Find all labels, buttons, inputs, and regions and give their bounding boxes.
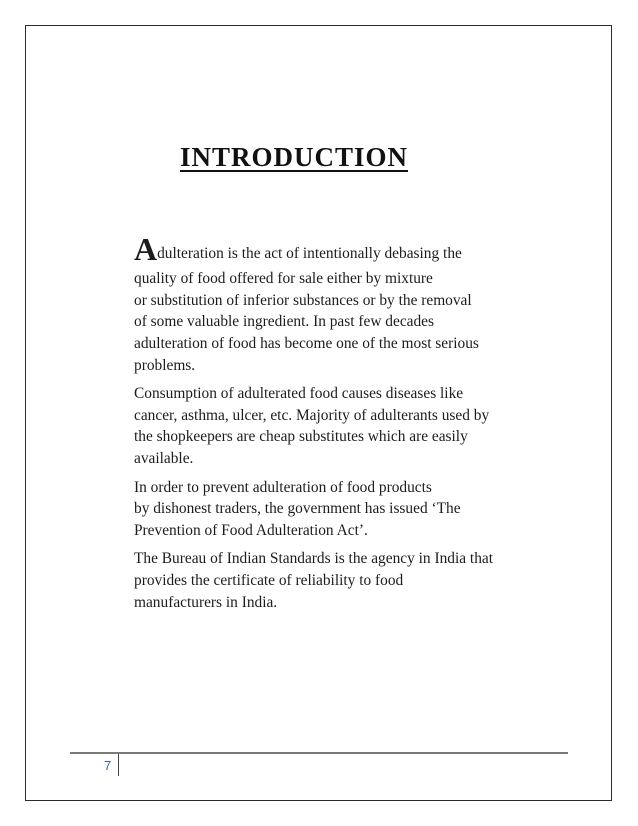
paragraph-2: Consumption of adulterated food causes diseases like cancer, asthma, ulcer, etc. Majority of adulterants used by the shopkeepers are cheap substitutes which are easily available.	[134, 385, 490, 467]
drop-cap: A	[134, 230, 158, 267]
paragraph-1-first-line	[134, 230, 534, 267]
paragraph-4: The Bureau of Indian Standards is the agency in India that provides the certificate of reliability to food manufacturers in India.	[134, 550, 494, 611]
paragraph-3: In order to prevent adulteration of food products by dishonest traders, the government has issued ‘The Prevention of Food Adulteration Act’.	[134, 478, 461, 539]
paragraph-1-rest: quality of food offered for sale either by mixture or substitution of inferior substances or by the removal of some valuable ingredient. In past few decades adulteration of food has become one of the most serious problems.	[134, 270, 479, 374]
page-number: 7	[104, 758, 112, 773]
paragraph-1	[134, 214, 534, 376]
footer-rule	[70, 752, 568, 754]
page-title: INTRODUCTION	[180, 142, 409, 172]
document-body	[134, 214, 534, 620]
paragraph-1-first-line-text: dulteration is the act of intentionally debasing the	[157, 244, 462, 262]
page-number-divider	[118, 754, 119, 776]
